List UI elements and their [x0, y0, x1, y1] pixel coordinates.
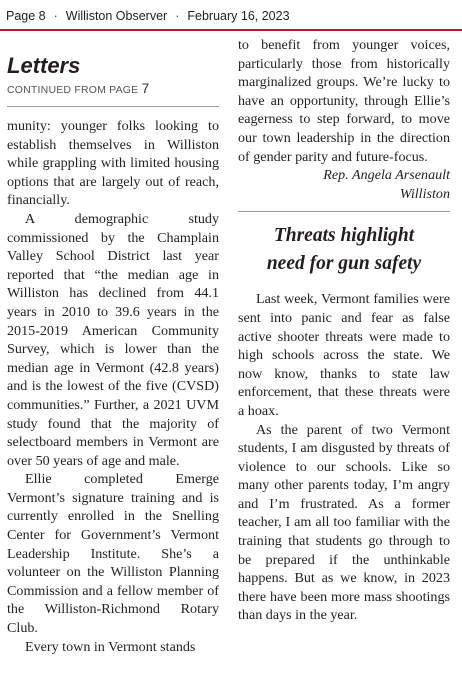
headline-line: need for gun safety — [266, 253, 422, 275]
letter-paragraph: As the parent of two Vermont students, I am disgusted by threats of violence to our schools. Like so many other parents today, I’m angry and I’m frustrated. As a former teacher, I am all too familiar with the training that students go through to be prepared if the unthinkable happens. But as we know, in 2023 there have been more mass shootings than days in the year. — [238, 421, 450, 624]
left-column — [7, 36, 219, 656]
continued-from — [7, 80, 219, 98]
header-rule — [0, 29, 462, 31]
continued-text: CONTINUED FROM PAGE — [7, 84, 139, 96]
section-title: Letters — [7, 53, 81, 78]
letter-paragraph: to benefit from younger voices, particularly those from historically marginalized groups. We’re lucky to have an opportunity, through Ellie’s eagerness to step forward, to move our town leadership in the direction of gender parity and future-focus. — [238, 37, 450, 165]
letter-signature — [238, 166, 450, 203]
continued-page: 7 — [141, 80, 150, 96]
page-number: Page 8 — [6, 9, 46, 23]
section-rule — [7, 106, 219, 107]
headline-line: Threats highlight — [273, 225, 415, 247]
letter-paragraph: A demographic study commissioned by the Champlain Valley School District last year reported that “the median age in Williston has declined from 44.1 years in 2010 to 39.6 years in the 2015-2019 American Community Survey, which is lower than the median age in Vermont (42.8 years) and is the lowest of the five (CVSD) communities.” Further, a 2021 UVM study found that the majority of selectboard members in Vermont are over 50 years of age and male. — [7, 210, 219, 469]
letter-paragraph: munity: younger folks looking to establish themselves in Williston while grappling with limited housing options that are largely out of reach, financially. — [7, 118, 219, 209]
letter-headline — [238, 222, 450, 278]
signature-town: Williston — [399, 185, 450, 202]
header-separator: · — [175, 9, 180, 23]
letter-paragraph: Ellie completed Emerge Vermont’s signature training and is currently enrolled in the Snelling Center for Government’s Vermont Leadership Institute. She’s a volunteer on the Williston Planning Commission and a fellow member of the Williston-Richmond Rotary Club. — [7, 471, 219, 637]
signature-name: Rep. Angela Arsenault — [323, 167, 450, 184]
letter-paragraph: Last week, Vermont families were sent into panic and fear as false active shooter threats were made to high schools across the state. We now know, thanks to state law enforcement, that these threats were a hoax. — [238, 291, 450, 419]
publication-date: February 16, 2023 — [187, 9, 290, 23]
page-header — [6, 4, 456, 28]
letter-paragraph: Every town in Vermont stands — [25, 638, 196, 655]
publication-name: Williston Observer — [65, 9, 168, 23]
right-column — [238, 36, 450, 625]
letter-divider — [238, 211, 450, 212]
header-separator: · — [53, 9, 58, 23]
